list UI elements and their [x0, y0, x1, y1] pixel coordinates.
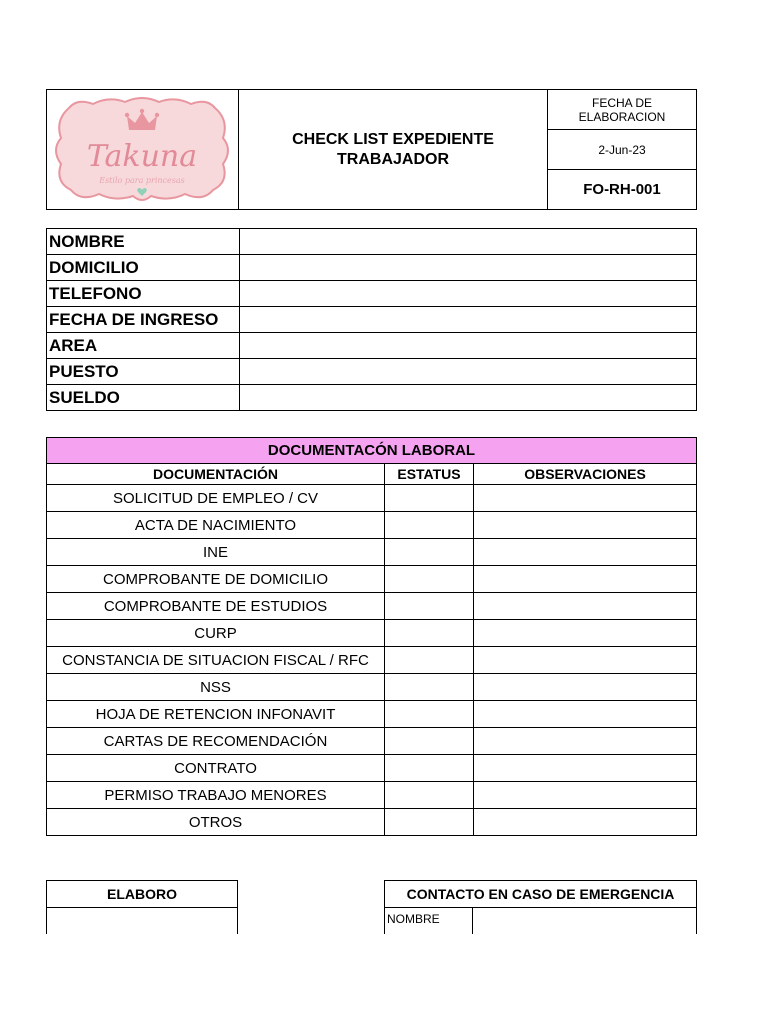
takuna-logo	[47, 90, 237, 208]
info-value	[240, 359, 697, 385]
info-row	[47, 229, 697, 255]
document-notes	[474, 593, 697, 620]
employee-info-table	[46, 228, 697, 411]
info-label: SUELDO	[47, 385, 240, 411]
info-row	[47, 333, 697, 359]
info-value	[240, 333, 697, 359]
column-header-observaciones: OBSERVACIONES	[474, 464, 697, 485]
elaboro-title: ELABORO	[46, 880, 238, 908]
table-row	[47, 782, 697, 809]
svg-text:Takuna: Takuna	[86, 139, 198, 174]
emergency-contact-title: CONTACTO EN CASO DE EMERGENCIA	[384, 880, 697, 908]
document-status	[385, 674, 474, 701]
document-name: HOJA DE RETENCION INFONAVIT	[47, 701, 385, 728]
emergency-name-label: NOMBRE	[385, 908, 473, 934]
document-status	[385, 485, 474, 512]
info-label: DOMICILIO	[47, 255, 240, 281]
date-value: 2-Jun-23	[548, 130, 696, 170]
info-label: PUESTO	[47, 359, 240, 385]
document-status	[385, 620, 474, 647]
info-row	[47, 359, 697, 385]
table-row	[47, 755, 697, 782]
info-value	[240, 229, 697, 255]
column-header-documentacion: DOCUMENTACIÓN	[47, 464, 385, 485]
document-notes	[474, 809, 697, 836]
documents-section-title: DOCUMENTACÓN LABORAL	[47, 438, 697, 464]
document-status	[385, 701, 474, 728]
document-name: COMPROBANTE DE DOMICILIO	[47, 566, 385, 593]
logo-cell	[47, 90, 239, 209]
document-name: PERMISO TRABAJO MENORES	[47, 782, 385, 809]
document-notes	[474, 485, 697, 512]
document-status	[385, 647, 474, 674]
info-label: NOMBRE	[47, 229, 240, 255]
table-row	[47, 620, 697, 647]
column-header-estatus: ESTATUS	[385, 464, 474, 485]
document-status	[385, 782, 474, 809]
document-status	[385, 593, 474, 620]
form-title-line1: CHECK LIST EXPEDIENTE	[292, 130, 494, 148]
document-notes	[474, 755, 697, 782]
info-value	[240, 307, 697, 333]
table-row	[47, 512, 697, 539]
info-value	[240, 385, 697, 411]
document-status	[385, 566, 474, 593]
document-status	[385, 755, 474, 782]
document-notes	[474, 782, 697, 809]
document-notes	[474, 674, 697, 701]
documents-table	[46, 437, 697, 836]
elaboro-signature-area	[46, 908, 238, 934]
document-name: CONTRATO	[47, 755, 385, 782]
document-name: ACTA DE NACIMIENTO	[47, 512, 385, 539]
table-row	[47, 809, 697, 836]
table-row	[47, 728, 697, 755]
emergency-name-value	[473, 908, 696, 934]
form-code: FO-RH-001	[583, 180, 661, 198]
document-status	[385, 539, 474, 566]
document-notes	[474, 539, 697, 566]
table-row	[47, 485, 697, 512]
svg-text:Estilo para princesas: Estilo para princesas	[99, 176, 185, 185]
document-notes	[474, 620, 697, 647]
table-row	[47, 539, 697, 566]
document-notes	[474, 647, 697, 674]
info-row	[47, 307, 697, 333]
info-label: TELEFONO	[47, 281, 240, 307]
form-title	[239, 90, 548, 209]
document-name: CONSTANCIA DE SITUACION FISCAL / RFC	[47, 647, 385, 674]
document-name: CURP	[47, 620, 385, 647]
document-name: OTROS	[47, 809, 385, 836]
emergency-contact-box	[384, 880, 697, 932]
document-name: COMPROBANTE DE ESTUDIOS	[47, 593, 385, 620]
document-notes	[474, 512, 697, 539]
document-name: SOLICITUD DE EMPLEO / CV	[47, 485, 385, 512]
document-notes	[474, 728, 697, 755]
date-label: FECHA DE ELABORACION	[548, 90, 696, 130]
document-status	[385, 512, 474, 539]
info-row	[47, 281, 697, 307]
emergency-contact-row	[384, 908, 697, 934]
document-status	[385, 728, 474, 755]
info-label: AREA	[47, 333, 240, 359]
info-value	[240, 255, 697, 281]
table-row	[47, 674, 697, 701]
document-notes	[474, 701, 697, 728]
info-value	[240, 281, 697, 307]
info-row	[47, 255, 697, 281]
table-row	[47, 647, 697, 674]
document-notes	[474, 566, 697, 593]
table-row	[47, 566, 697, 593]
document-name: NSS	[47, 674, 385, 701]
elaboro-box	[46, 880, 238, 932]
table-row	[47, 593, 697, 620]
document-name: CARTAS DE RECOMENDACIÓN	[47, 728, 385, 755]
form-title-line2: TRABAJADOR	[337, 150, 449, 168]
info-label: FECHA DE INGRESO	[47, 307, 240, 333]
table-row	[47, 701, 697, 728]
info-row	[47, 385, 697, 411]
form-header	[46, 89, 697, 210]
document-name: INE	[47, 539, 385, 566]
document-status	[385, 809, 474, 836]
